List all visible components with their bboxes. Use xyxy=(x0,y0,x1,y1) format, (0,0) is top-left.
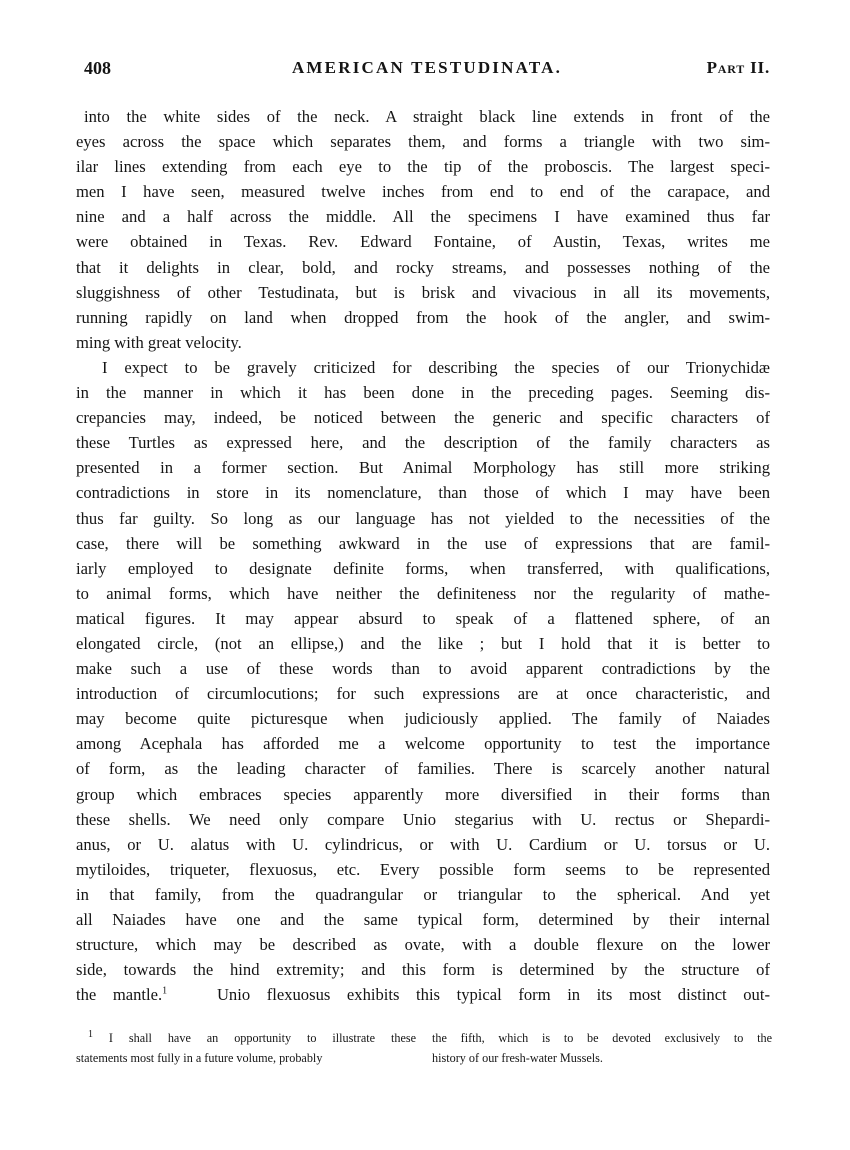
text-line: nine and a half across the middle. All the specimens I have examined thus far xyxy=(76,207,770,227)
text-line: case, there will be something awkward in the use of expressions that are famil- xyxy=(76,533,770,553)
text-line: these shells. We need only compare Unio stegarius with U. rectus or Shepardi- xyxy=(76,809,770,829)
footnote-column-right xyxy=(432,1028,772,1068)
text-line: men I have seen, measured twelve inches from end to end of the carapace, and xyxy=(76,182,770,202)
text-line: matical figures. It may appear absurd to speak of a flattened sphere, of an xyxy=(76,608,770,628)
text-line: make such a use of these words than to avoid apparent contradictions by the xyxy=(76,659,770,679)
text-line: structure, which may be described as ovate, with a double flexure on the lower xyxy=(76,935,770,955)
text-fragment: Unio flexuosus exhibits this typical form in its most distinct out- xyxy=(216,985,770,1005)
text-line: were obtained in Texas. Rev. Edward Fontaine, of Austin, Texas, writes me xyxy=(76,232,770,252)
part-label: Part II. xyxy=(706,58,770,77)
text-line: these Turtles as expressed here, and the description of the family characters as xyxy=(76,433,770,453)
footnote-line xyxy=(76,1028,416,1048)
text-line: side, towards the hind extremity; and this form is determined by the structure of xyxy=(76,960,770,980)
text-line: all Naiades have one and the same typical form, determined by their internal xyxy=(76,910,770,929)
text-line: sluggishness of other Testudinata, but is brisk and vivacious in all its movements, xyxy=(76,282,770,302)
text-line-with-footnote xyxy=(76,982,770,1007)
footnote-column-left xyxy=(76,1028,416,1068)
text-line: introduction of circumlocutions; for such expressions are at once characteristic, and xyxy=(76,684,770,704)
text-line: anus, or U. alatus with U. cylindricus, or with U. Cardium or U. torsus or U. xyxy=(76,834,770,854)
text-line: crepancies may, indeed, be noticed between the generic and specific characters of xyxy=(76,408,770,428)
text-line: mytiloides, triqueter, flexuosus, etc. Every possible form seems to be represented xyxy=(76,859,770,879)
footnote-line: statements most fully in a future volume, probably xyxy=(76,1051,323,1065)
running-title: AMERICAN TESTUDINATA. xyxy=(291,58,563,77)
footnote-reference: 1 xyxy=(162,985,168,997)
text-line: I expect to be gravely criticized for describing the species of our Trionychidæ xyxy=(102,357,770,377)
text-line: elongated circle, (not an ellipse,) and the like ; but I hold that it is better to xyxy=(76,633,770,653)
text-line: contradictions in store in its nomenclature, than those of which I may have been xyxy=(76,483,770,503)
text-line: ming with great velocity. xyxy=(76,332,242,352)
text-line: ilar lines extending from each eye to the tip of the proboscis. The largest speci- xyxy=(76,157,770,177)
text-line: may become quite picturesque when judiciously applied. The family of Naiades xyxy=(76,709,770,729)
text-line: thus far guilty. So long as our language has not yielded to the necessities of the xyxy=(76,508,770,528)
text-line: that it delights in clear, bold, and rocky streams, and possesses nothing of the xyxy=(76,257,770,277)
body-text xyxy=(76,104,770,1007)
text-line: to animal forms, which have neither the definiteness nor the regularity of mathe- xyxy=(76,583,770,603)
text-line: in the manner in which it has been done in the preceding pages. Seeming dis- xyxy=(76,383,770,403)
text-line: among Acephala has afforded me a welcome opportunity to test the importance xyxy=(76,734,770,754)
text-line: running rapidly on land when dropped from the hook of the angler, and swim- xyxy=(76,307,770,327)
page-number: 408 xyxy=(84,58,111,78)
text-line: group which embraces species apparently more diversified in their forms than xyxy=(76,784,770,804)
footnote-text: I shall have an opportunity to illustrate these xyxy=(108,1031,416,1045)
text-line: iarly employed to designate definite forms, when transferred, with qualifications, xyxy=(76,558,770,578)
text-fragment: the mantle. xyxy=(76,985,163,1005)
footnote-line: the fifth, which is to be devoted exclusively to the xyxy=(432,1031,772,1045)
text-line: in that family, from the quadrangular or triangular to the spherical. And yet xyxy=(76,884,770,904)
text-line: eyes across the space which separates them, and forms a triangle with two sim- xyxy=(76,132,770,152)
footnote-line: history of our fresh-water Mussels. xyxy=(432,1051,603,1065)
text-line: of form, as the leading character of families. There is scarcely another natural xyxy=(76,759,770,779)
footnote-marker: 1 xyxy=(88,1028,93,1040)
page-header xyxy=(84,58,770,84)
text-line: into the white sides of the neck. A straight black line extends in front of the xyxy=(84,107,770,126)
text-line: presented in a former section. But Animal Morphology has still more striking xyxy=(76,458,770,478)
